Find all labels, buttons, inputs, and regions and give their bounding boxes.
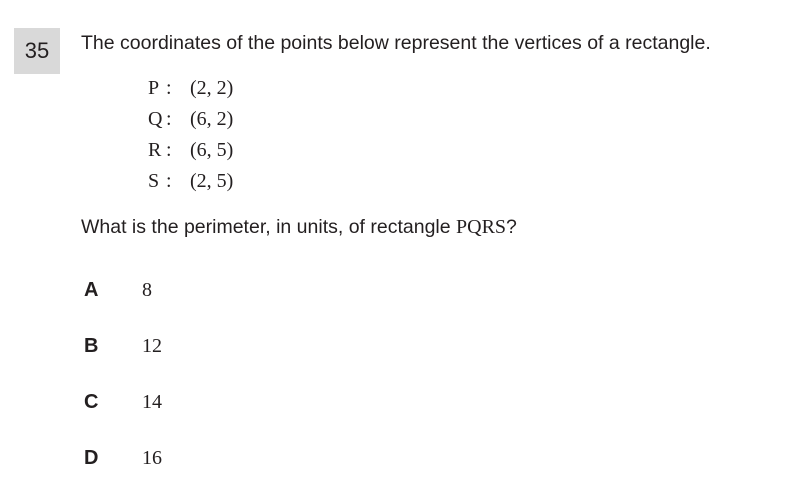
choice-b[interactable] bbox=[84, 332, 162, 360]
rectangle-name: PQRS bbox=[456, 216, 507, 238]
vertex-label: P bbox=[148, 77, 160, 99]
prompt-end: ? bbox=[506, 216, 517, 238]
choice-value: 12 bbox=[142, 334, 162, 357]
question-number-badge bbox=[14, 28, 60, 74]
choice-value: 8 bbox=[142, 278, 152, 301]
vertex-colon: : bbox=[166, 170, 172, 192]
vertex-coords: (2, 2) bbox=[190, 77, 234, 99]
choice-value: 14 bbox=[142, 390, 162, 413]
vertex-coords: (6, 2) bbox=[190, 108, 234, 130]
choice-letter: A bbox=[84, 278, 99, 301]
question-stem: The coordinates of the points below represent the vertices of a rectangle. bbox=[81, 32, 711, 54]
choice-letter: B bbox=[84, 334, 99, 357]
vertex-row-q bbox=[148, 108, 233, 139]
choice-value: 16 bbox=[142, 446, 162, 469]
choice-letter: C bbox=[84, 390, 99, 413]
choice-d[interactable] bbox=[84, 444, 162, 472]
vertex-colon: : bbox=[166, 108, 172, 130]
vertex-label: S bbox=[148, 170, 160, 192]
choice-c[interactable] bbox=[84, 388, 162, 416]
question-prompt bbox=[81, 215, 517, 239]
vertex-row-s bbox=[148, 170, 233, 201]
prompt-text: What is the perimeter, in units, of rectangle bbox=[81, 216, 457, 238]
vertex-colon: : bbox=[166, 139, 172, 161]
question-number: 35 bbox=[24, 38, 50, 63]
vertex-coords: (2, 5) bbox=[190, 170, 234, 192]
vertex-row-p bbox=[148, 77, 233, 108]
vertex-coords: (6, 5) bbox=[190, 139, 234, 161]
vertex-colon: : bbox=[166, 77, 172, 99]
vertex-label: R bbox=[148, 139, 162, 161]
choice-a[interactable] bbox=[84, 276, 162, 304]
vertex-label: Q bbox=[148, 108, 163, 130]
vertex-list bbox=[148, 77, 233, 201]
vertex-row-r bbox=[148, 139, 233, 170]
answer-choices bbox=[84, 276, 162, 500]
choice-letter: D bbox=[84, 446, 99, 469]
